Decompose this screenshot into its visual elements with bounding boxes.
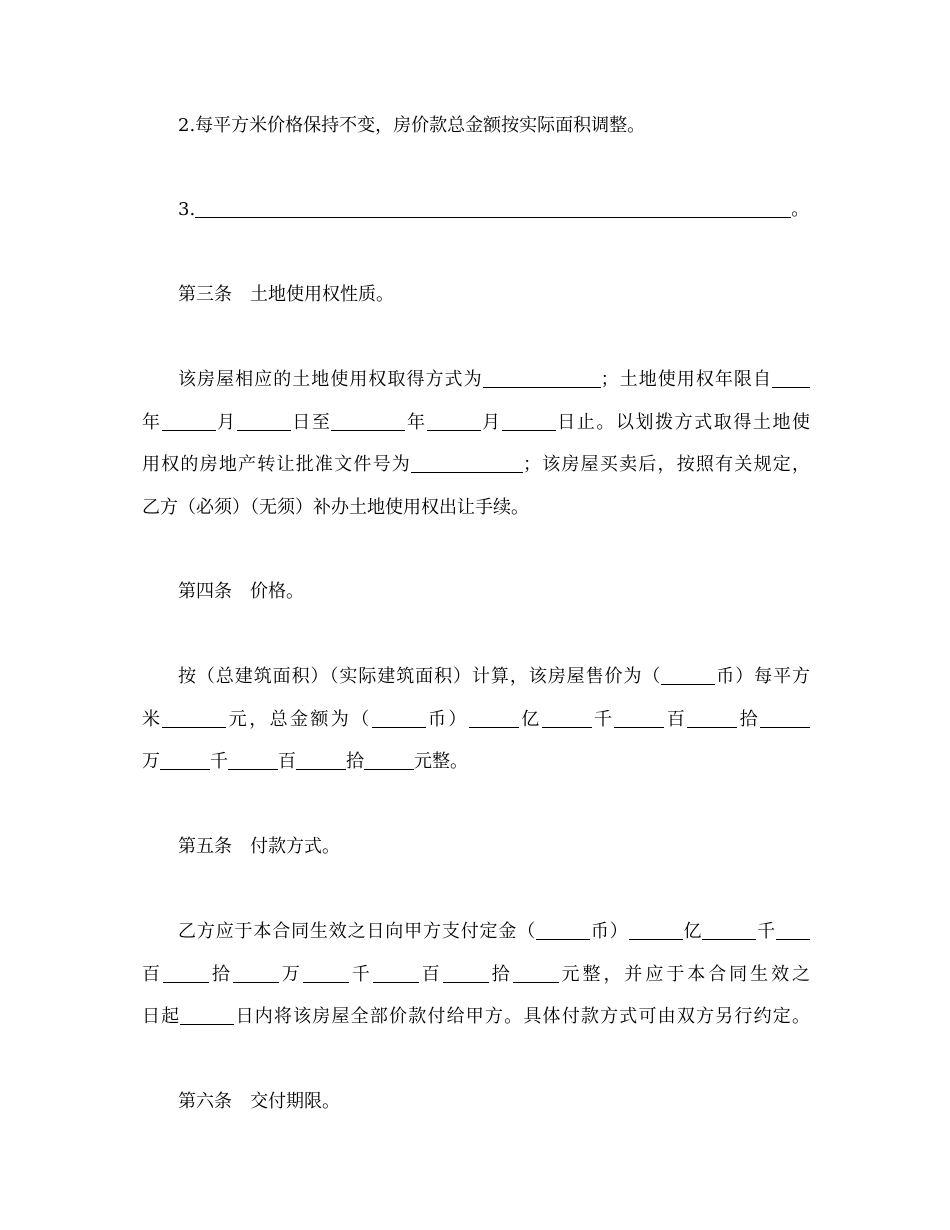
text: ；该房屋买卖后，按照有关规定， — [523, 454, 810, 475]
article-5-heading-text: 第五条 付款方式。 — [178, 836, 340, 857]
blank-field — [772, 369, 810, 388]
article-3-line-1 — [178, 366, 810, 394]
text: 百 — [278, 751, 296, 772]
blank-field — [162, 412, 216, 431]
text: 亿 — [682, 921, 703, 942]
article-5-line-3 — [142, 1003, 810, 1031]
text: 百 — [418, 964, 443, 985]
article-3-heading-text: 第三条 土地使用权性质。 — [178, 284, 394, 305]
blank-field — [542, 709, 592, 728]
text: 币）每平方 — [715, 666, 810, 687]
text: 币） — [590, 921, 629, 942]
blank-field — [411, 454, 523, 473]
blank-field — [228, 751, 278, 770]
blank-field — [372, 709, 426, 728]
text: 拾 — [488, 964, 513, 985]
article-3-line-2 — [142, 409, 810, 437]
text: 日止。以划拨方式取得土地使 — [555, 412, 810, 433]
article-3-line-4 — [142, 494, 810, 522]
blank-field — [687, 709, 737, 728]
text: 币） — [425, 709, 469, 730]
blank-field — [303, 964, 349, 983]
text: 百 — [664, 709, 688, 730]
text: 按（总建筑面积）（实际建筑面积）计算，该房屋售价为（ — [178, 666, 662, 687]
article-4-line-3 — [142, 748, 810, 776]
blank-field — [364, 751, 414, 770]
clause-item-3-period: 。 — [791, 199, 810, 220]
text: 元整。 — [414, 751, 468, 772]
text: 拾 — [208, 964, 233, 985]
article-5-line-2 — [142, 961, 810, 989]
article-3-heading — [178, 281, 810, 309]
blank-field — [469, 709, 519, 728]
article-6-heading-text: 第六条 交付期限。 — [178, 1091, 340, 1112]
blank-field — [162, 709, 226, 728]
text: 该房屋相应的土地使用权取得方式为 — [178, 369, 483, 390]
article-3-line-3 — [142, 451, 810, 479]
text: 万 — [142, 751, 160, 772]
text: 日至 — [290, 412, 332, 433]
article-4-line-1 — [178, 663, 810, 691]
blank-field — [629, 921, 683, 940]
text: 拾 — [346, 751, 364, 772]
blank-field — [163, 964, 209, 983]
blank-field — [483, 369, 601, 388]
blank-field — [443, 964, 489, 983]
article-5-line-1 — [178, 918, 810, 946]
blank-field — [233, 964, 279, 983]
blank-field — [296, 751, 346, 770]
text: 年 — [405, 412, 427, 433]
text: 千 — [591, 709, 615, 730]
text: 米 — [142, 709, 163, 730]
text: 元整，并应于本合同生效之 — [558, 964, 810, 985]
blank-field — [160, 751, 210, 770]
blank-field — [502, 412, 556, 431]
text: 百 — [142, 964, 163, 985]
blank-field — [702, 921, 756, 940]
blank-field — [427, 412, 481, 431]
clause-item-3-number: 3. — [178, 199, 196, 220]
text: 日起 — [142, 1006, 181, 1027]
text: 月 — [215, 412, 237, 433]
blank-field — [760, 709, 810, 728]
text: 千 — [756, 921, 777, 942]
blank-field — [661, 666, 715, 685]
text: 日内将该房屋全部价款付给甲方。具体付款方式可由双方另行约定。 — [234, 1006, 810, 1027]
text: ；土地使用权年限自 — [600, 369, 772, 390]
text: 拾 — [737, 709, 761, 730]
article-5-heading — [178, 833, 810, 861]
text: 元，总金额为（ — [226, 709, 372, 730]
article-4-line-2 — [142, 706, 810, 734]
text: 年 — [142, 412, 162, 433]
article-4-heading-text: 第四条 价格。 — [178, 581, 304, 602]
text: 千 — [210, 751, 228, 772]
article-6-heading — [178, 1088, 810, 1116]
blank-field — [614, 709, 664, 728]
blank-field — [776, 921, 810, 940]
blank-field — [180, 1006, 234, 1025]
text: 用权的房地产转让批准文件号为 — [142, 454, 411, 475]
text: 月 — [480, 412, 502, 433]
blank-field — [373, 964, 419, 983]
blank-field — [513, 964, 559, 983]
text: 万 — [278, 964, 303, 985]
text: 亿 — [518, 709, 542, 730]
text: 千 — [348, 964, 373, 985]
clause-item-2 — [178, 112, 810, 140]
article-4-heading — [178, 578, 810, 606]
blank-field — [331, 412, 405, 431]
blank-field — [536, 921, 590, 940]
text: 乙方应于本合同生效之日向甲方支付定金（ — [178, 921, 537, 942]
blank-field — [195, 199, 791, 218]
clause-item-2-text: 2.每平方米价格保持不变，房价款总金额按实际面积调整。 — [178, 115, 646, 136]
clause-item-3 — [178, 196, 810, 224]
text: 乙方（必须）（无须）补办土地使用权出让手续。 — [142, 497, 529, 518]
blank-field — [237, 412, 291, 431]
